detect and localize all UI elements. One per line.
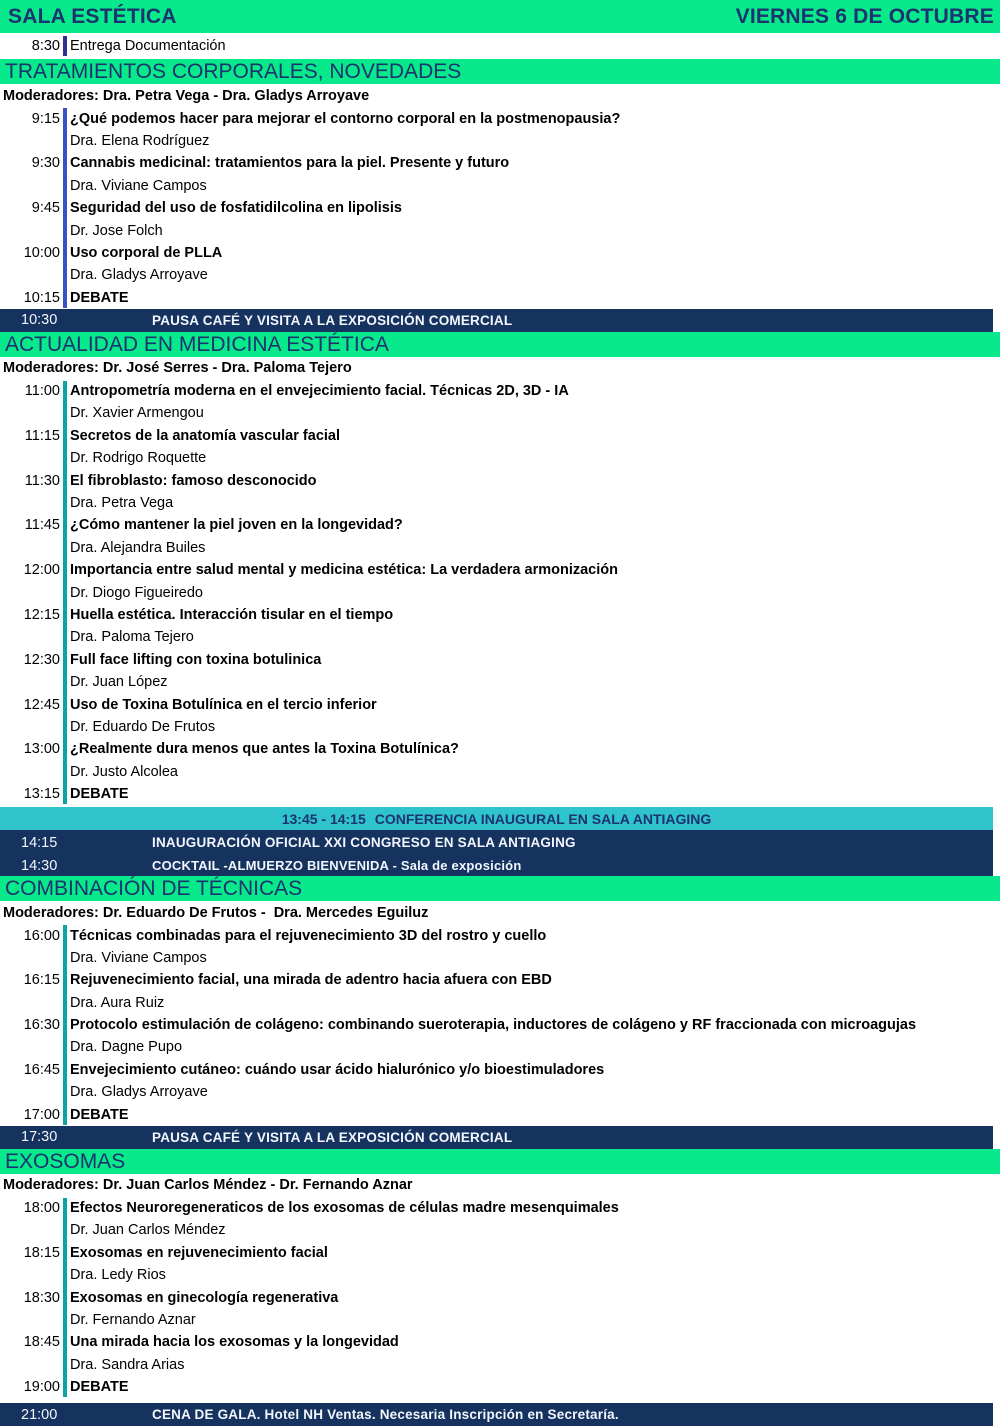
talk-speaker: Dr. Eduardo De Frutos xyxy=(70,718,216,735)
speaker-row xyxy=(0,264,1000,286)
talk-speaker: Dr. Xavier Armengou xyxy=(70,405,204,422)
talk-speaker: Dra. Elena Rodríguez xyxy=(70,132,210,149)
speaker-row xyxy=(0,992,1000,1014)
talk-speaker: Dra. Petra Vega xyxy=(70,495,174,512)
talk-title: ¿Cómo mantener la piel joven en la longevidad? xyxy=(70,517,403,534)
section-title: TRATAMIENTOS CORPORALES, NOVEDADES xyxy=(0,59,1000,84)
speaker-row xyxy=(0,402,1000,424)
talk-speaker: Dra. Gladys Arroyave xyxy=(70,267,208,284)
talk-row xyxy=(0,1197,1000,1219)
talk-row xyxy=(0,514,1000,536)
talk-row xyxy=(0,1059,1000,1081)
speaker-row xyxy=(0,716,1000,738)
talk-list xyxy=(0,380,1000,805)
speaker-row xyxy=(0,219,1000,241)
speaker-row xyxy=(0,130,1000,152)
talk-speaker: Dra. Dagne Pupo xyxy=(70,1039,183,1056)
banner-time: 10:30 xyxy=(21,312,58,329)
talk-speaker: Dr. Rodrigo Roquette xyxy=(70,450,207,467)
talk-title: Uso de Toxina Botulínica en el tercio inferior xyxy=(70,696,377,713)
talk-speaker: Dra. Paloma Tejero xyxy=(70,629,194,646)
talk-speaker: Dra. Ledy Rios xyxy=(70,1267,166,1284)
talk-title: Cannabis medicinal: tratamientos para la piel. Presente y futuro xyxy=(70,155,510,172)
talk-title: Antropometría moderna en el envejecimiento facial. Técnicas 2D, 3D - IA xyxy=(70,383,569,400)
talk-time: 12:00 xyxy=(23,562,60,579)
talk-speaker: Dra. Viviane Campos xyxy=(70,177,207,194)
talk-title: ¿Qué podemos hacer para mejorar el contorno corporal en la postmenopausia? xyxy=(70,110,621,127)
talk-title: Protocolo estimulación de colágeno: combinando sueroterapia, inductores de colágeno y RF fraccionada con microagujas xyxy=(70,1017,917,1034)
talk-time: 9:15 xyxy=(31,110,60,127)
section-title: ACTUALIDAD EN MEDICINA ESTÉTICA xyxy=(0,332,1000,357)
talk-speaker: Dra. Alejandra Builes xyxy=(70,539,206,556)
cocktail-banner xyxy=(0,855,993,876)
speaker-row xyxy=(0,537,1000,559)
talk-title: El fibroblasto: famoso desconocido xyxy=(70,472,317,489)
speaker-row xyxy=(0,447,1000,469)
talk-title: Full face lifting con toxina botulinica xyxy=(70,651,322,668)
speaker-row xyxy=(0,1219,1000,1241)
banner-label: INAUGURACIÓN OFICIAL XXI CONGRESO EN SALA ANTIAGING xyxy=(152,835,576,851)
banner-label: CONFERENCIA INAUGURAL EN SALA ANTIAGING xyxy=(374,810,712,827)
speaker-row xyxy=(0,1264,1000,1286)
talk-title: Técnicas combinadas para el rejuvenecimiento 3D del rostro y cuello xyxy=(70,927,547,944)
speaker-row xyxy=(0,947,1000,969)
banner-label: CENA DE GALA. Hotel NH Ventas. Necesaria Inscripción en Secretaría. xyxy=(152,1407,619,1422)
speaker-row xyxy=(0,671,1000,693)
talk-title: Importancia entre salud mental y medicina estética: La verdadera armonización xyxy=(70,562,618,579)
talk-time: 11:15 xyxy=(24,427,60,444)
banner-label: PAUSA CAFÉ Y VISITA A LA EXPOSICIÓN COMERCIAL xyxy=(152,1129,513,1145)
talk-speaker: Dra. Viviane Campos xyxy=(70,949,207,966)
talk-time: 13:15 xyxy=(23,786,60,803)
break-banner xyxy=(0,309,993,332)
talk-time: 18:30 xyxy=(23,1289,60,1306)
talk-speaker: Dr. Juan López xyxy=(70,674,168,691)
talk-time: 11:30 xyxy=(24,472,60,489)
speaker-row xyxy=(0,581,1000,603)
talk-row xyxy=(0,469,1000,491)
talk-speaker: Dr. Juan Carlos Méndez xyxy=(70,1222,226,1239)
talk-row xyxy=(0,197,1000,219)
talk-time: 12:45 xyxy=(23,696,60,713)
talk-title: Envejecimiento cutáneo: cuándo usar ácido hialurónico y/o bioestimuladores xyxy=(70,1061,605,1078)
break-banner xyxy=(0,1126,993,1149)
talk-row xyxy=(0,1242,1000,1264)
talk-row xyxy=(0,1014,1000,1036)
talk-title: Efectos Neuroregeneraticos de los exosomas de células madre mesenquimales xyxy=(70,1200,619,1217)
gala-dinner-banner xyxy=(0,1403,993,1426)
entrega-row-group xyxy=(0,35,1000,57)
talk-row xyxy=(0,604,1000,626)
row-title: Entrega Documentación xyxy=(70,38,226,55)
schedule-row xyxy=(0,35,1000,57)
talk-speaker: Dr. Diogo Figueiredo xyxy=(70,584,203,601)
talk-list xyxy=(0,924,1000,1126)
talk-time: 11:00 xyxy=(24,383,60,400)
talk-speaker: Dra. Aura Ruiz xyxy=(70,994,165,1011)
talk-title: Exosomas en ginecología regenerativa xyxy=(70,1289,339,1306)
talk-row xyxy=(0,1286,1000,1308)
talk-title: Una mirada hacia los exosomas y la longevidad xyxy=(70,1334,399,1351)
banner-time-range: 13:45 - 14:15 xyxy=(281,810,366,827)
talk-speaker: Dr. Justo Alcolea xyxy=(70,763,178,780)
talk-speaker: Dr. Jose Folch xyxy=(70,222,163,239)
moderators-line: Moderadores: Dr. Eduardo De Frutos - Dra. Mercedes Eguiluz xyxy=(3,904,429,921)
conference-banner xyxy=(0,807,993,830)
debate-row xyxy=(0,1376,1000,1398)
debate-label: DEBATE xyxy=(70,289,129,306)
talk-time: 12:30 xyxy=(23,651,60,668)
talk-time: 13:00 xyxy=(23,741,60,758)
talk-time: 18:00 xyxy=(23,1200,60,1217)
talk-row xyxy=(0,693,1000,715)
speaker-row xyxy=(0,1081,1000,1103)
debate-row xyxy=(0,1103,1000,1125)
section-title: COMBINACIÓN DE TÉCNICAS xyxy=(0,876,1000,901)
talk-time: 11:45 xyxy=(24,517,60,534)
talk-row xyxy=(0,380,1000,402)
banner-label: COCKTAIL -ALMUERZO BIENVENIDA - Sala de exposición xyxy=(152,858,522,874)
talk-row xyxy=(0,152,1000,174)
talk-row xyxy=(0,924,1000,946)
talk-time: 17:00 xyxy=(23,1106,60,1123)
talk-time: 9:45 xyxy=(31,200,60,217)
inauguration-banner xyxy=(0,830,993,855)
topbar xyxy=(0,0,1000,33)
moderators-line: Moderadores: Dra. Petra Vega - Dra. Gladys Arroyave xyxy=(3,87,370,104)
date-title: VIERNES 6 DE OCTUBRE xyxy=(735,4,994,28)
talk-time: 19:00 xyxy=(23,1379,60,1396)
speaker-row xyxy=(0,175,1000,197)
talk-list xyxy=(0,107,1000,309)
talk-title: ¿Realmente dura menos que antes la Toxina Botulínica? xyxy=(70,741,459,758)
talk-row xyxy=(0,969,1000,991)
section-title: EXOSOMAS xyxy=(0,1149,1000,1174)
talk-speaker: Dr. Fernando Aznar xyxy=(70,1311,196,1328)
talk-time: 9:30 xyxy=(31,155,60,172)
moderators-line: Moderadores: Dr. José Serres - Dra. Paloma Tejero xyxy=(3,360,352,377)
talk-row xyxy=(0,1331,1000,1353)
talk-title: Rejuvenecimiento facial, una mirada de adentro hacia afuera con EBD xyxy=(70,972,552,989)
talk-time: 16:00 xyxy=(23,927,60,944)
talk-row xyxy=(0,425,1000,447)
banner-time: 14:15 xyxy=(21,834,58,851)
talk-time: 10:15 xyxy=(23,289,60,306)
speaker-row xyxy=(0,626,1000,648)
talk-time: 18:15 xyxy=(23,1244,60,1261)
room-title: SALA ESTÉTICA xyxy=(8,4,177,28)
talk-row xyxy=(0,107,1000,129)
speaker-row xyxy=(0,492,1000,514)
talk-title: Seguridad del uso de fosfatidilcolina en lipolisis xyxy=(70,200,402,217)
debate-label: DEBATE xyxy=(70,1106,129,1123)
row-time: 8:30 xyxy=(31,38,60,55)
talk-title: Uso corporal de PLLA xyxy=(70,244,223,261)
debate-label: DEBATE xyxy=(70,786,129,803)
talk-speaker: Dra. Gladys Arroyave xyxy=(70,1084,208,1101)
talk-time: 16:15 xyxy=(23,972,60,989)
talk-row xyxy=(0,559,1000,581)
talk-title: Exosomas en rejuvenecimiento facial xyxy=(70,1244,328,1261)
talk-time: 16:45 xyxy=(23,1061,60,1078)
speaker-row xyxy=(0,1309,1000,1331)
talk-list xyxy=(0,1197,1000,1399)
talk-time: 16:30 xyxy=(23,1017,60,1034)
talk-title: Secretos de la anatomía vascular facial xyxy=(70,427,340,444)
banner-time: 14:30 xyxy=(21,857,58,874)
talk-title: Huella estética. Interacción tisular en el tiempo xyxy=(70,607,394,623)
talk-time: 10:00 xyxy=(23,244,60,261)
banner-time: 21:00 xyxy=(21,1406,58,1423)
speaker-row xyxy=(0,1036,1000,1058)
talk-time: 18:45 xyxy=(23,1334,60,1351)
speaker-row xyxy=(0,1354,1000,1376)
moderators-line: Moderadores: Dr. Juan Carlos Méndez - Dr. Fernando Aznar xyxy=(3,1177,413,1194)
speaker-row xyxy=(0,761,1000,783)
talk-speaker: Dra. Sandra Arias xyxy=(70,1356,185,1373)
talk-row xyxy=(0,649,1000,671)
debate-label: DEBATE xyxy=(70,1379,129,1396)
debate-row xyxy=(0,287,1000,309)
talk-row xyxy=(0,738,1000,760)
talk-time: 12:15 xyxy=(23,607,60,623)
banner-label: PAUSA CAFÉ Y VISITA A LA EXPOSICIÓN COMERCIAL xyxy=(152,312,513,328)
talk-row xyxy=(0,242,1000,264)
banner-time: 17:30 xyxy=(21,1129,58,1146)
debate-row xyxy=(0,783,1000,805)
